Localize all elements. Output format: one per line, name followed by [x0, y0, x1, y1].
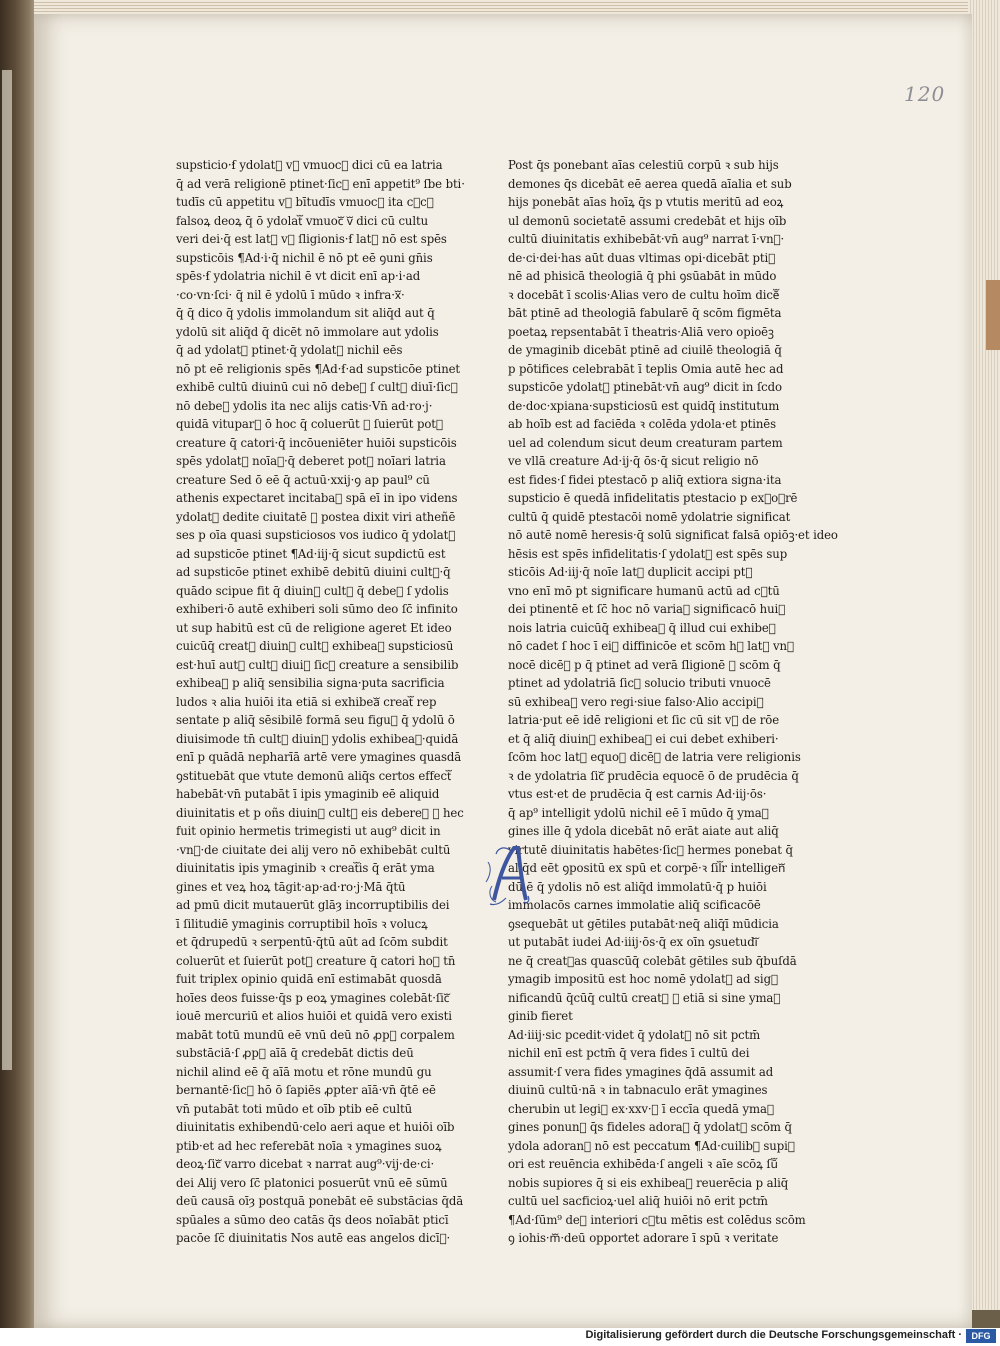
text-line: de·ci·dei·has aūt duas vltimas opi·dicebāt ptiᷓ	[508, 250, 776, 265]
text-line: latria·put eē idē religioni et ſic cū sit vᷓ de rōe	[508, 713, 780, 727]
dfg-logo: DFG	[966, 1329, 996, 1343]
text-line: est fides·ſ fidei ptestacō p aliq̄ extiora signa·ita	[508, 472, 782, 487]
text-line: mabāt totū mundū eē vnū deū nō ꝓpᷓ corpalem	[176, 1027, 455, 1042]
text-line: gines et veꝝ hoꝝ tāgit·ap·ad·ro·j·Mā q̄tū	[176, 879, 406, 894]
text-line: ad supsticōe ptinet exhibē debitū diuini cultᷓ·q̄	[176, 565, 451, 579]
text-line: habebāt·vn̄ putabāt ī ipis ymaginib eē aliquid	[176, 787, 440, 801]
text-line: ꝯsequebāt ut gētiles putabāt·neq̄ aliq̄ī mūdicia	[508, 916, 779, 931]
text-line: ut sup habitū est cū de religione ageret Et ideo	[176, 620, 452, 635]
text-line: supsticōe ydolatᷓ ptinebāt·vn̄ aug⁹ dicit in ſcdo	[508, 380, 782, 394]
text-line: ydola adoranᷓ nō est peccatum ¶Ad·cuilibꝫ supiᷓ	[508, 1138, 795, 1153]
text-line: ludos ꝛ alia huiōi ita etiā si exhibeaᷓ creatᷓ rep	[176, 694, 437, 709]
text-line: sticōis Ad·iij·q̄ noīe latᷓ duplicit accipi ptᷓ	[508, 565, 753, 579]
text-line: ·vnᷓ·de ciuitate dei alij vero nō exhibebāt cultū	[176, 842, 451, 857]
text-line: quidā vituparᷓ ō hoc q̄ coluerūt ꝛ ſuierūt potᷓ	[176, 417, 443, 431]
text-line: ydolatᷓ dedite ciuitatē ꝛ postea dixit viri atheñē	[176, 509, 456, 524]
text-line: nois latria cuicūq̄ exhibeaᷓ q̄ illud cui exhibeᷓ	[508, 620, 776, 635]
text-line: poetaꝝ repsentabāt ī theatris·Aliā vero opioēꝫ	[508, 324, 774, 339]
text-line: creature Sed ō eē q̄ actuū·xxij·ꝯ ap paul⁹ cū	[176, 472, 430, 487]
text-line: ¶Ad·ſūm⁹ deᷓ interiori cᷓtu mētis est colēdus scōm	[508, 1212, 806, 1227]
text-line: ꝛ de ydolatria ſicᷓ prudēcia equocē ō de prudēcia q̄	[508, 768, 799, 783]
text-line: ymagib impositū est hoc nomē ydolatᷓ ad sigᷓ	[508, 972, 778, 986]
footer-bar	[0, 1328, 1000, 1346]
text-line: gines ille q̄ ydola dicebāt nō erāt aiate aut aliq̄	[508, 824, 779, 838]
text-line: tudīs cū appetitu vᷓ bītudīs vmuocᷓ ita cᷓcᷓ	[176, 195, 434, 209]
text-line: ptib·et ad hec referebāt noīa ꝛ ymagines suoꝝ	[176, 1138, 442, 1153]
text-line: q̄ ad ydolatᷓ ptinet·q̄ ydolatᷓ nichil eēs	[176, 343, 403, 357]
text-line: falsoꝝ deoꝝ q̄ ō ydolatᷓ vmuocᷓ vᷓ dici cū cultu	[176, 213, 429, 228]
text-line: cultū q̄ quidē ptestacōi nomē ydolatrie significat	[508, 509, 791, 524]
left-text-column	[176, 156, 465, 1248]
text-line: ptinet ad ydolatriā ſicᷓ solucio tributi vnuocē	[508, 676, 771, 690]
text-line: fuit opinio hermetis trimegisti ut aug⁹ dicit in	[176, 824, 441, 838]
text-line: dei Alij vero ſc̄ platonici posuerūt vnū eē sūmū	[176, 1175, 448, 1190]
text-line: cherubin ut legiᷓ ex·xxv·ꝛ ī eccīa quedā ymaᷓ	[508, 1101, 774, 1116]
text-line: q̄ ap⁹ intelligit ydolū nichil eē ī mūdo q̄ ymaᷓ	[508, 805, 769, 820]
text-line: cultū diuinitatis exhibebāt·vn̄ aug⁹ narrat ī·vnᷓ·	[508, 232, 785, 246]
text-line: athenis expectaret incitabaᷓ spā eī in ipo videns	[176, 491, 458, 505]
text-line: gines ponunᷓ q̄s fideles adoraᷓ q̄ ydolatᷓ scōm q̄	[508, 1120, 792, 1134]
page-stack-edge	[968, 0, 1000, 1310]
text-line: et q̄ aliq̄ diuinᷓ exhibeaᷓ ei cui debet exhiberi·	[508, 731, 779, 746]
text-line: deū causā oīȝ postquā ponebāt eē substācias q̄dā	[176, 1194, 464, 1208]
text-line: aliq̄d eēt ꝯpositū ex spū et corpē·ꝛ ſilᷓr intelligenᷓ	[508, 861, 786, 875]
text-line: hijs ponebāt aīas hoīꝝ q̄s p vtutis meritū ad eoꝝ	[508, 195, 784, 209]
text-line: nō autē nomē heresis·q̄ solū significat falsā opiōꝫ·et ideo	[508, 528, 838, 542]
text-line: supsticōis ¶Ad·i·q̄ nichil ē nō pt eē ꝯuni gn̄is	[176, 250, 433, 265]
text-line: assumit·ſ vera fides ymagines q̄dā assumit ad	[508, 1064, 774, 1079]
text-line: vtus est·et de prudēcia q̄ est carnis Ad·iij·ōs·	[508, 787, 767, 801]
manuscript-page	[34, 14, 972, 1328]
text-line: veri dei·q̄ est latᷓ vᷓ ſligionis·ẜ latᷓ nō est spēs	[176, 232, 447, 246]
text-line: nichil alind eē q̄ aīā motu et rōne mundū gu	[176, 1064, 432, 1079]
text-line: nē ad phisicā theologiā q̄ phi ꝯsūabāt in mūdo	[508, 269, 777, 283]
text-line: supsticio ē quedā infidelitatis ptestacio p exᷓoᷓrē	[508, 491, 798, 505]
text-line: ut putabāt iudei Ad·iiij·ōs·q̄ ex oīn ꝯsuetudiᷓ	[508, 935, 758, 949]
folio-number: 120	[904, 82, 946, 106]
text-line: hēsis est spēs infidelitatis·ſ ydolatᷓ est spēs sup	[508, 546, 788, 561]
text-line: est·huī autᷓ cultᷓ diuiᷓ ſicᷓ creature a sensibilib	[176, 657, 459, 672]
decorated-initial	[484, 842, 532, 908]
text-line: q̄ q̄ dico q̄ ydolis immolandum sit aliq̄d aut q̄	[176, 306, 435, 320]
text-line: spēs·ẜ ydolatria nichil ē vt dicit enī ap·i·ad	[176, 269, 421, 283]
text-line: exhiberi·ō autē exhiberi soli sūmo deo ſc̄ infinito	[176, 602, 458, 616]
text-line: bāt ptinē ad theologiā fabularē q̄ scōm figmēta	[508, 306, 782, 320]
text-line: de·doc·xpiana·supsticiosū est quidq̄ institutum	[508, 398, 780, 413]
funding-note: Digitalisierung gefördert durch die Deutsche Forschungsgemeinschaft ·	[585, 1329, 962, 1341]
text-line: ſcōm hoc latᷓ equoᷓ dicēᷓ de latria vere religionis	[508, 750, 801, 764]
text-line: ī ſilitudiē ymaginis corruptibil hoīs ꝛ volucꝝ	[176, 916, 428, 931]
text-line: deoꝝ·ſicᷓ varro dicebat ꝛ narrat aug⁹·vij·de·ci·	[176, 1157, 435, 1171]
text-line: spūales a sūmo deo catās q̄s deos noīabāt pticī	[176, 1212, 449, 1227]
text-line: diuinitatis et p oñs diuinᷓ cultᷓ eis debereᷓ ꝛ hec	[176, 805, 464, 820]
text-line: immolacōs carnes immolatie aliq̄ scificacōē	[508, 898, 761, 912]
text-line: ꝯstituebāt que vtute demonū aliq̄s certos effectᷓ	[176, 768, 452, 783]
text-line: ydolū sit aliq̄d q̄ dicēt nō immolare aut ydolis	[176, 324, 439, 339]
text-line: substāciā·ſ ꝓpᷓ aīā q̄ credebāt dictis deū	[176, 1046, 414, 1060]
text-line: de ymaginib dicebāt ptinē ad ciuilē theologiā q̄	[508, 343, 782, 357]
text-line: vno enī mō pt significare humanū actū ad cᷓtū	[508, 583, 780, 598]
text-line: cultū uel sacficioꝝ·uel aliq̄ huiōi nō erit pctm̄	[508, 1194, 768, 1208]
text-line: et q̄drupedū ꝛ serpentū·q̄tū aūt ad ſcōm subdit	[176, 935, 448, 949]
text-line: sentate p aliq̄ sēsibilē formā seu figuᷓ q̄ ydolū ō	[176, 713, 455, 727]
text-line: dei ptinentē et ſc̄ hoc nō variaᷓ significacō huiᷓ	[508, 602, 786, 616]
text-line: ab hoīb est ad faciēda ꝛ colēda ydola·et ptinēs	[508, 417, 776, 431]
text-line: creature q̄ catori·q̄ incōueniēter huiōi supsticōis	[176, 435, 457, 450]
text-line: ses p oīa quasi supsticiosos vos iudico q̄ ydolatᷓ	[176, 528, 456, 542]
text-line: coluerūt et ſuierūt potᷓ creature q̄ catori hoꝝ tn̄	[176, 953, 456, 968]
text-line: ve vllā creature Ad·ij·q̄ ōs·q̄ sicut religio nō	[508, 454, 759, 468]
text-line: nocē dicēᷓ p q̄ ptinet ad verā ſligionē ꝛ scōm q̄	[508, 657, 781, 672]
text-line: diuinitatis ipis ymaginib ꝛ creatᷓis q̄ erāt yma	[176, 861, 435, 875]
text-line: nō pt eē religionis spēs ¶Ad·ẜ·ad supsticōe ptinet	[176, 361, 461, 376]
text-line: nificandū q̄cūq̄ cultū creatᷓ ꝛ etiā si sine ymaᷓ	[508, 990, 781, 1005]
text-line: q̄ ad verā religionē ptinet·ſicᷓ enī appetit⁹ ſbe bti·	[176, 176, 465, 191]
text-line: vn̄ putabāt toti mūdo et oīb ptib eē cultū	[176, 1101, 413, 1116]
text-line: quādo scipue fit q̄ diuinᷓ cultᷓ q̄ debeᷓ ſ ydolis	[176, 583, 449, 598]
text-line: iouē mercuriū et alios huiōi et quidā vero existi	[176, 1009, 452, 1023]
initial-a-icon	[484, 842, 532, 908]
text-line: ad supsticōe ptinet ¶Ad·iij·q̄ sicut supdictū est	[176, 546, 446, 561]
text-line: ori est reuēncia exhibēda·ſ angeli ꝛ aīe scōꝝ ſūᷓ	[508, 1157, 778, 1171]
text-line: demones q̄s dicebāt eē aerea quedā aīalia et sub	[508, 176, 792, 191]
text-line: nichil enī est pctm̄ q̄ vera fides ī cultū dei	[508, 1046, 750, 1060]
text-line: supsticio·ẜ ydolatᷓ vᷓ vmuocᷓ dici cū ea latria	[176, 158, 443, 172]
text-line: Ad·iiij·sic pcedit·videt q̄ ydolatᷓ nō sit pctm̄	[508, 1027, 761, 1042]
text-line: ginib fieret	[508, 1009, 573, 1023]
text-line: nobis supiores q̄ si eis exhibeaᷓ reuerēcia p aliq̄	[508, 1175, 789, 1190]
text-line: ne q̄ creatᷓas quascūq̄ colebāt gētiles sub q̄buſdā	[508, 953, 797, 968]
text-line: diuinitatis exhibendū·celo aeri aque et huiōi oīb	[176, 1120, 455, 1134]
text-line: virtutē diuinitatis habētes·ſicᷓ hermes ponebat q̄	[508, 842, 793, 857]
text-line: ꝛ docebāt ī scolis·Alias vero de cultu hoīm dicēᷓ	[508, 287, 780, 302]
text-line: ad pmū dicit mutauerūt glāȝ incorruptibilis dei	[176, 898, 450, 912]
adjacent-page-strip	[2, 70, 12, 1070]
text-line: enī p quādā nepharīā artē vere ymagines quasdā	[176, 750, 462, 764]
text-line: hoīes deos fuisse·q̄s p eoꝝ ymagines colebāt·ſicᷓ	[176, 990, 450, 1005]
text-line: exhibē cultū diuinū cui nō debeᷓ ſ cultᷓ diuī·ſicᷓ	[176, 380, 458, 394]
text-line: exhibeaᷓ p aliq̄ sensibilia signa·puta sacrificia	[176, 676, 445, 690]
text-line: ul demonū societatē assumi credebāt et hijs oīb	[508, 213, 787, 228]
text-line: nō debeᷓ ydolis ita nec alijs catis·Vn̄ ad·ro·j·	[176, 398, 433, 413]
text-line: Post q̄s ponebant aīas celestiū corpū ꝛ sub hijs	[508, 158, 779, 172]
text-line: sū exhibeaᷓ vero regi·siue falso·Alio accipiᷓ	[508, 694, 764, 709]
right-text-column	[508, 156, 838, 1248]
text-line: cuicūq̄ creatᷓ diuinᷓ cultᷓ exhibeaᷓ supsticiosū	[176, 639, 454, 653]
text-line: fuit triplex opinio quidā enī estimabāt quosdā	[176, 972, 442, 986]
text-line: spēs ydolatᷓ noīaᷓ·q̄ deberet potᷓ noīari latria	[176, 454, 446, 468]
bookmark-ribbon	[986, 280, 1000, 350]
text-line: diuisimode tn̄ cultᷓ diuinᷓ ydolis exhibeaᷓ·quidā	[176, 731, 459, 746]
text-line: uel ad colendum sicut deum creaturam partem	[508, 435, 783, 450]
text-line: p pōtifices celebrabāt ī teplis Omia autē hec ad	[508, 361, 784, 376]
text-line: ·co·vn·ſci· q̄ nil ē ydolū ī mūdo ꝛ infra·xᷓ·	[176, 287, 405, 302]
text-line: pacōe ſc̄ diuinitatis Nos autē eas angelos dicīᷓ·	[176, 1231, 451, 1245]
text-line: dū ē q̄ ydolis nō est aliq̄d immolatū·q̄ p huiōi	[508, 879, 767, 894]
text-line: nō cadet ſ hoc ī eiᷓ diffinicōe et scōm hᷓ latᷓ vnᷓ	[508, 639, 794, 653]
text-line: diuinū cultū·nā ꝛ in tabnaculo erāt ymagines	[508, 1083, 768, 1097]
text-line: bernantē·ſicᷓ hō ō ſapiēs ꝓpter aīā·vn̄ q̄tē eē	[176, 1083, 436, 1097]
text-line: ꝯ iohis·mᷓ·deū opportet adorare ī spū ꝛ veritate	[508, 1231, 779, 1245]
